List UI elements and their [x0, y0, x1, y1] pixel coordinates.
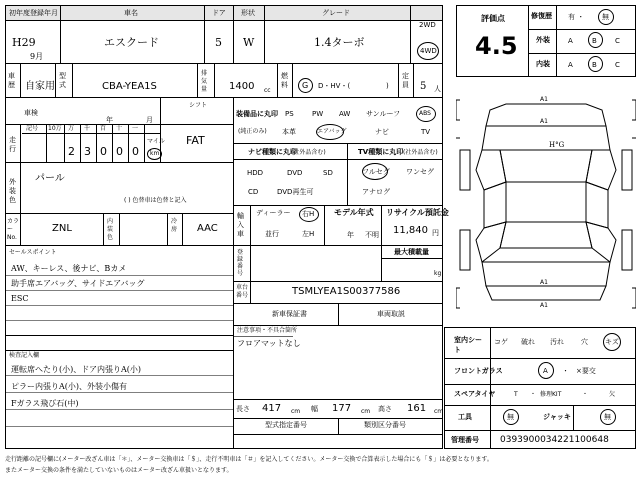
kisu-label: 記号 — [26, 125, 39, 132]
score-value: 4.5 — [475, 32, 518, 60]
height-value: 161 — [407, 403, 427, 414]
length-label: 長さ — [236, 405, 250, 413]
navi-cd: CD — [248, 188, 259, 196]
person-unit: 人 — [434, 85, 441, 93]
shaken-label: 車検 — [24, 109, 38, 117]
equip-pw: PW — [312, 110, 324, 118]
navi-hdd: HDD — [247, 169, 264, 177]
unit-100: 百 — [100, 125, 107, 132]
chassis-number: TSMLYEA1S00377586 — [292, 286, 401, 297]
fuel-other: D・HV・( — [318, 82, 351, 90]
exterior-label: 外装 — [536, 36, 550, 44]
odo-digit: 0 — [116, 145, 123, 158]
height-label: 高さ — [378, 405, 392, 413]
shape-label: 形状 — [241, 9, 255, 17]
doors: 5 — [215, 36, 222, 49]
km-label: km — [150, 150, 160, 157]
seat-ana: 穴 — [581, 338, 588, 346]
equip-airbag: エアバッグ — [317, 128, 347, 135]
import-label: 輸入車 — [237, 212, 244, 238]
mark-top: A1 — [540, 96, 548, 103]
drive-2wd: 2WD — [419, 21, 436, 29]
first-reg-month: 9月 — [30, 52, 44, 61]
tv-analog: アナログ — [362, 188, 390, 196]
shaken-year: 年 — [106, 116, 113, 124]
equip-tv: TV — [421, 128, 431, 136]
equip-leather: 本革 — [282, 128, 296, 136]
equip-aw: AW — [339, 110, 351, 118]
ac-value: AAC — [197, 223, 218, 234]
sales-points-label: セールスポイント — [9, 249, 57, 256]
odometer-label: 走行 — [9, 136, 16, 153]
usage: 自家用 — [25, 81, 55, 92]
height-unit: cm — [434, 408, 444, 415]
load-unit: kg — [434, 270, 442, 277]
shape: W — [243, 36, 255, 49]
equipment-sublabel: (純正のみ) — [238, 128, 267, 135]
odo-digit: 0 — [132, 145, 139, 158]
length-unit: cm — [291, 408, 301, 415]
doors-label: ドア — [212, 9, 226, 17]
recycle-label: リサイクル預託金 — [386, 208, 449, 217]
load-label: 最大積載量 — [394, 248, 429, 256]
unit-100k: 10万 — [48, 125, 62, 132]
sales-point-line: 助手席エアバッグ、サイドエアバッグ — [11, 279, 145, 288]
interior-color-label: 内装色 — [107, 218, 114, 241]
navi-dvd-play: DVD再生可 — [277, 188, 314, 196]
unit-1: 一 — [132, 125, 139, 132]
recycle-amount: 11,840 — [393, 225, 428, 236]
inspector-note-line: Fガラス飛び石(中) — [11, 399, 79, 408]
int-grade-b: B — [592, 61, 597, 69]
mark-top: A1 — [540, 118, 548, 125]
model-year-year: 年 — [347, 231, 354, 239]
inspector-note-line: 運転席へたり(小)、ドア内張りA(小) — [11, 365, 142, 374]
capacity-label: 定員 — [402, 72, 409, 89]
first-reg-value: H29 — [12, 36, 36, 49]
tv-fullseg: フルセグ — [362, 168, 390, 176]
navi-sublabel: (社外品含む) — [291, 149, 326, 156]
fuel-close: ) — [386, 82, 389, 90]
tools-value: 無 — [507, 413, 514, 421]
import-left: 左H — [302, 230, 315, 238]
tools-label: 工具 — [458, 413, 472, 421]
seat-yogore: 汚れ — [550, 338, 564, 346]
model-year-unknown: 不明 — [365, 231, 379, 239]
spare-kit: 修理KIT — [540, 391, 562, 398]
equip-abs: ABS — [419, 110, 431, 117]
shift-label: シフト — [189, 102, 208, 109]
spare-sep2: ・ — [582, 391, 589, 398]
class-no-label: 類別区分番号 — [364, 421, 406, 429]
equip-navi: ナビ — [375, 128, 389, 136]
tv-oneseg: ワンセグ — [406, 168, 434, 176]
model-year-label: モデル年式 — [334, 208, 374, 217]
footer-line1: 走行距離の記号欄に(メーター改ざん車は「＊」、メーター交換車は「＄」、走行不明車は「＃」を記入してください。メーター交換で合算表示した場合にも「＄」は必要となります。 — [5, 456, 493, 463]
navi-label: ナビ種類に丸印 — [248, 148, 297, 156]
glass-replace: ×要交 — [576, 367, 596, 375]
grade-label: グレード — [322, 9, 350, 17]
unit-10k: 万 — [68, 125, 75, 132]
sales-point-line: AW、キーレス、後ナビ、Bカメ — [11, 264, 127, 273]
jack-label: ジャッキ — [543, 413, 571, 421]
odo-digit: 3 — [84, 145, 91, 158]
color-label: 外装色 — [9, 178, 16, 204]
inspector-note-line: ピラー内張りA(小)、外装小傷有 — [11, 382, 128, 391]
navi-sd: SD — [323, 169, 333, 177]
model: CBA-YEA1S — [102, 81, 157, 92]
car-name-label: 車名 — [124, 9, 138, 17]
shaken-month: 月 — [146, 116, 153, 124]
seat-kizu: キズ — [605, 338, 619, 346]
chassis-label: 車台番号 — [236, 284, 249, 299]
interior-label: 内装 — [536, 60, 550, 68]
glass-a: A — [543, 367, 548, 375]
fuel-label: 燃料 — [281, 72, 288, 89]
transmission: FAT — [186, 134, 205, 147]
registration-label: 登録番号 — [237, 249, 244, 277]
equip-ps: PS — [285, 110, 294, 118]
displacement-label: 排気量 — [201, 70, 208, 93]
caution-text: フロアマットなし — [237, 339, 301, 348]
mark-bottom: A1 — [540, 302, 548, 309]
vehicle-manual: 車両取説 — [377, 310, 405, 318]
odo-digit: 2 — [68, 145, 75, 158]
width-value: 177 — [332, 403, 352, 414]
color-note: ( ) 色替車は色替と記入 — [124, 197, 187, 204]
seat-label: 室内シート — [454, 336, 482, 354]
car-name: エスクード — [104, 36, 159, 49]
jack-value: 無 — [604, 413, 611, 421]
spare-label: スペアタイヤ — [454, 390, 496, 398]
displacement: 1400 — [229, 81, 255, 92]
glass-label: フロントガラス — [454, 367, 503, 375]
spare-t: T — [514, 391, 518, 398]
mark-bottom: A1 — [540, 279, 548, 286]
odo-digit: 0 — [100, 145, 107, 158]
inspector-notes-label: 検査記入欄 — [9, 352, 40, 359]
vehicle-history-label: 車 歴 — [8, 72, 15, 89]
sales-point-line: ESC — [11, 294, 29, 303]
seat-yabure: 破れ — [521, 338, 535, 346]
color-no: ZNL — [52, 223, 72, 234]
cc-unit: cc — [264, 87, 271, 94]
equip-sunroof: サンルーフ — [366, 110, 401, 118]
car-diagram — [456, 90, 636, 318]
spare-missing: 欠 — [609, 391, 616, 398]
new-car-warranty: 新車保証書 — [272, 310, 307, 318]
mgmt-label: 管理番号 — [451, 436, 479, 444]
footer-line2: またメーター交換の条件を満たしていないものはメーター改ざん車扱いとなります。 — [5, 467, 233, 474]
import-dealer: ディーラー — [256, 209, 291, 217]
import-right: 右H — [302, 210, 315, 218]
width-unit: cm — [361, 408, 371, 415]
ac-label: 冷房 — [171, 218, 178, 233]
ext-grade-b: B — [592, 37, 597, 45]
first-reg-label: 初年度登録年月 — [9, 9, 58, 17]
spare-sep1: ・ — [530, 391, 537, 398]
tv-label: TV種類に丸印 — [358, 148, 404, 156]
color-value: パール — [35, 173, 65, 184]
caution-label: 注意事項・不具合箇所 — [237, 327, 298, 334]
glass-sep: ・ — [562, 367, 569, 375]
unit-10: 十 — [116, 125, 123, 132]
color-no-label: カラーNo. — [7, 218, 20, 241]
repair-yes: 有 ・ — [568, 13, 585, 21]
model-label: 型 式 — [59, 72, 66, 89]
ext-grade-a: A — [568, 37, 573, 45]
type-cert-label: 型式指定番号 — [265, 421, 307, 429]
import-parallel: 並行 — [265, 230, 279, 238]
drive-4wd: 4WD — [420, 47, 437, 55]
capacity: 5 — [420, 81, 427, 92]
unit-1k: 千 — [84, 125, 91, 132]
fuel-g: G — [302, 81, 309, 90]
int-grade-c: C — [615, 61, 620, 69]
tv-sublabel: (社外品含む) — [403, 149, 438, 156]
mile-label: マイル — [147, 138, 165, 145]
equipment-label: 装備品に丸印 — [236, 110, 278, 118]
grade: 1.4ターボ — [314, 36, 365, 49]
recycle-yen: 円 — [432, 229, 439, 237]
length-value: 417 — [262, 403, 282, 414]
score-label: 評価点 — [481, 14, 505, 23]
mgmt-number: 0393900034221100648 — [500, 435, 609, 445]
seat-koge: コゲ — [494, 338, 508, 346]
mark-glass: H°G — [549, 141, 565, 149]
navi-dvd: DVD — [287, 169, 303, 177]
width-label: 幅 — [311, 405, 318, 413]
int-grade-a: A — [568, 61, 573, 69]
repair-label: 修復歴 — [531, 12, 552, 20]
ext-grade-c: C — [615, 37, 620, 45]
repair-none: 無 — [602, 13, 609, 21]
